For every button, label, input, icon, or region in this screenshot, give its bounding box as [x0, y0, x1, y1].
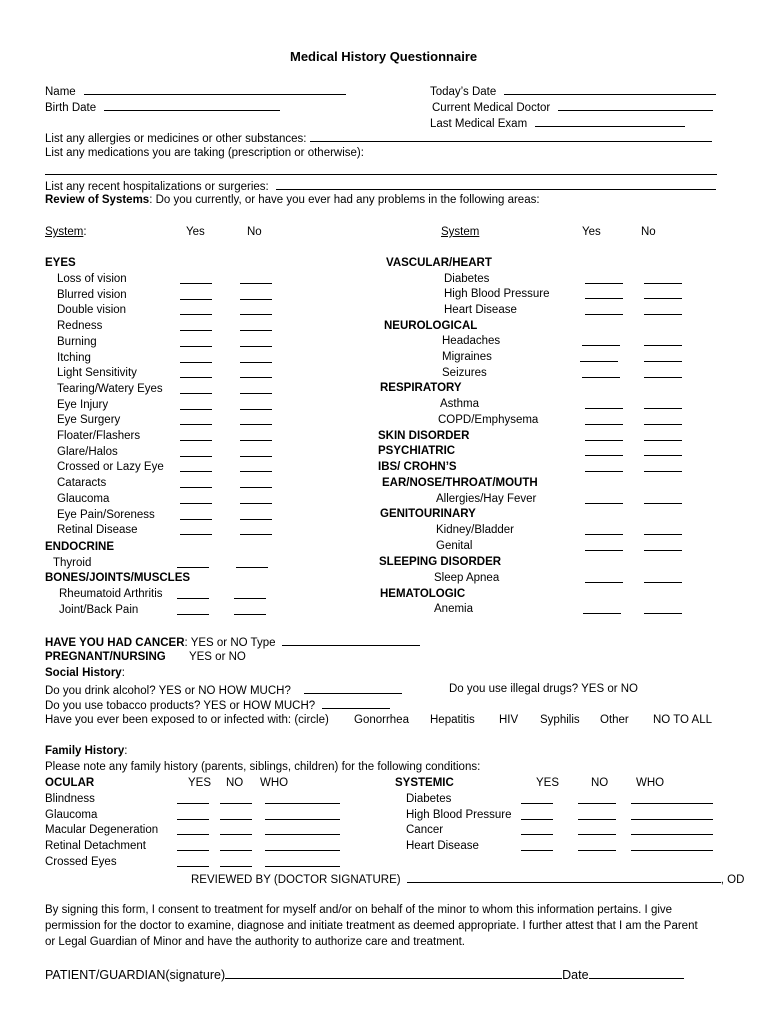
ocular-yes-blank[interactable] — [177, 850, 209, 851]
systemic-yes-blank[interactable] — [521, 803, 553, 804]
ocular-who-blank[interactable] — [265, 803, 340, 804]
no-blank[interactable] — [240, 534, 272, 535]
no-blank[interactable] — [240, 456, 272, 457]
systemic-yes-blank[interactable] — [521, 850, 553, 851]
todays-date-label: Today’s Date — [430, 86, 497, 98]
no-blank[interactable] — [644, 503, 682, 504]
name-label: Name — [45, 86, 76, 98]
item-sleep-items-0: Sleep Apnea — [434, 572, 500, 584]
yes-blank[interactable] — [177, 614, 209, 615]
review-of-systems-label: Review of Systems — [45, 194, 150, 206]
ocular-yes-col: YES — [188, 777, 212, 789]
no-blank[interactable] — [644, 408, 682, 409]
no-blank[interactable] — [240, 519, 272, 520]
yes-col-left: Yes — [186, 226, 205, 238]
item-gu-items-0: Kidney/Bladder — [436, 524, 514, 536]
exposure-question: Have you ever been exposed to or infected with: (circle) — [45, 714, 329, 726]
no-blank[interactable] — [240, 362, 272, 363]
cancer-options[interactable]: : YES or NO Type — [184, 637, 276, 649]
medications-input[interactable] — [45, 174, 717, 175]
item-neuro-items-2: Seizures — [442, 367, 487, 379]
ocular-yes-blank[interactable] — [177, 819, 209, 820]
item-vascular-items-2: Heart Disease — [444, 304, 517, 316]
od-label: , OD — [720, 874, 745, 886]
yes-blank[interactable] — [585, 503, 623, 504]
section-bones-joints-muscles: BONES/JOINTS/MUSCLES — [45, 572, 191, 584]
eye-item-burning: Burning — [57, 335, 97, 348]
yes-blank[interactable] — [180, 424, 212, 425]
no-col-right: No — [641, 226, 656, 238]
signature-row — [45, 967, 684, 982]
yes-blank[interactable] — [585, 408, 623, 409]
no-blank[interactable] — [644, 424, 682, 425]
systemic-item-high-blood-pressure: High Blood Pressure — [406, 808, 512, 821]
yes-blank[interactable] — [585, 314, 623, 315]
date-label: Date — [562, 968, 589, 982]
eye-item-double-vision: Double vision — [57, 304, 127, 317]
eye-item-floater-flashers: Floater/Flashers — [57, 430, 141, 442]
systemic-no-blank[interactable] — [578, 834, 616, 835]
item-resp-items-1: COPD/Emphysema — [438, 414, 539, 426]
no-blank[interactable] — [240, 487, 272, 488]
medical-doctor-input[interactable] — [558, 99, 713, 111]
ocular-no-col: NO — [226, 777, 244, 789]
eye-item-eye-injury: Eye Injury — [57, 398, 109, 411]
systemic-no-blank[interactable] — [578, 819, 616, 820]
eye-item-light-sensitivity: Light Sensitivity — [57, 367, 137, 380]
yes-col-right: Yes — [582, 226, 601, 238]
section-neuro: NEUROLOGICAL — [384, 320, 478, 332]
yes-blank[interactable] — [580, 361, 618, 362]
disease-hepatitis[interactable]: Hepatitis — [430, 714, 475, 726]
allergies-input[interactable] — [310, 130, 712, 142]
systemic-who-blank[interactable] — [631, 819, 713, 820]
no-blank[interactable] — [240, 503, 272, 504]
cancer-row — [45, 634, 420, 650]
consent-line-3: or Legal Guardian of Minor and have the authority to authorize care and treatment. — [45, 936, 466, 948]
systemic-who-col: WHO — [636, 777, 665, 789]
systemic-who-blank[interactable] — [631, 850, 713, 851]
yes-blank[interactable] — [180, 314, 212, 315]
yes-blank[interactable] — [585, 455, 623, 456]
eye-item-loss-of-vision: Loss of vision — [57, 273, 127, 285]
medical-doctor-label: Current Medical Doctor — [432, 102, 551, 114]
disease-none[interactable]: NO TO ALL — [653, 714, 713, 726]
eye-item-crossed-or-lazy-eye: Crossed or Lazy Eye — [57, 461, 164, 474]
yes-blank[interactable] — [180, 377, 212, 378]
yes-blank[interactable] — [180, 519, 212, 520]
no-blank[interactable] — [644, 345, 682, 346]
signature-date-input[interactable] — [589, 967, 684, 979]
birth-date-field — [45, 99, 280, 115]
yes-blank[interactable] — [585, 298, 623, 299]
no-blank[interactable] — [644, 361, 682, 362]
eye-item-eye-surgery: Eye Surgery — [57, 414, 121, 427]
systemic-heading: SYSTEMIC — [395, 777, 454, 789]
hospitalizations-label: List any recent hospitalizations or surgeries: — [45, 181, 269, 193]
yes-blank[interactable] — [180, 471, 212, 472]
no-blank[interactable] — [240, 471, 272, 472]
last-exam-input[interactable] — [535, 115, 685, 127]
eye-item-cataracts: Cataracts — [57, 477, 107, 490]
pregnant-row — [45, 650, 246, 664]
page-title: Medical History Questionnaire — [290, 49, 478, 64]
section-vascular: VASCULAR/HEART — [386, 257, 492, 269]
disease-hiv[interactable]: HIV — [499, 714, 519, 726]
hospitalizations-field — [45, 178, 716, 194]
systemic-no-col: NO — [591, 777, 609, 789]
allergies-label: List any allergies or medicines or other substances: — [45, 133, 307, 145]
name-field — [45, 83, 346, 99]
yes-blank[interactable] — [177, 598, 209, 599]
yes-blank[interactable] — [585, 440, 623, 441]
yes-blank[interactable] — [180, 330, 212, 331]
section-ent: EAR/NOSE/THROAT/MOUTH — [382, 477, 538, 489]
yes-blank[interactable] — [180, 534, 212, 535]
section-gu: GENITOURINARY — [380, 508, 476, 520]
section-psych: PSYCHIATRIC — [378, 445, 456, 457]
systemic-yes-col: YES — [536, 777, 560, 789]
bone-item-joint-back-pain: Joint/Back Pain — [59, 604, 139, 616]
drugs-question[interactable]: Do you use illegal drugs? YES or NO — [449, 683, 638, 695]
item-heme-items-0: Anemia — [434, 603, 473, 615]
item-ent-items-0: Allergies/Hay Fever — [436, 493, 537, 505]
ocular-no-blank[interactable] — [220, 866, 252, 867]
ocular-who-blank[interactable] — [265, 850, 340, 851]
system-col-right: System — [441, 226, 480, 238]
cancer-label: HAVE YOU HAD CANCER — [45, 637, 185, 649]
yes-blank[interactable] — [180, 440, 212, 441]
no-blank[interactable] — [644, 298, 682, 299]
pregnant-options[interactable]: YES or NO — [188, 651, 246, 663]
no-blank[interactable] — [644, 377, 682, 378]
yes-blank[interactable] — [585, 534, 623, 535]
reviewed-by-row — [191, 871, 744, 887]
systemic-who-blank[interactable] — [631, 834, 713, 835]
eye-item-itching: Itching — [57, 351, 91, 364]
no-blank[interactable] — [644, 440, 682, 441]
eye-item-retinal-disease: Retinal Disease — [57, 524, 138, 537]
ocular-who-blank[interactable] — [265, 819, 340, 820]
todays-date-input[interactable] — [504, 83, 716, 95]
no-blank[interactable] — [240, 440, 272, 441]
yes-blank[interactable] — [180, 283, 212, 284]
section-ibs: IBS/ CROHN’S — [378, 461, 457, 473]
systemic-no-blank[interactable] — [578, 803, 616, 804]
yes-blank[interactable] — [582, 345, 620, 346]
systemic-item-heart-disease: Heart Disease — [406, 840, 479, 853]
name-input[interactable] — [84, 83, 346, 95]
no-blank[interactable] — [644, 471, 682, 472]
systemic-yes-blank[interactable] — [521, 834, 553, 835]
ocular-item-macular-degeneration: Macular Degeneration — [45, 824, 159, 837]
yes-blank[interactable] — [180, 346, 212, 347]
disease-other[interactable]: Other — [600, 714, 629, 726]
ocular-no-blank[interactable] — [220, 834, 252, 835]
tobacco-question[interactable]: Do you use tobacco products? YES or HOW MUCH? — [45, 700, 316, 712]
no-blank[interactable] — [236, 567, 268, 568]
no-blank[interactable] — [240, 330, 272, 331]
yes-blank[interactable] — [585, 582, 623, 583]
disease-gonorrhea[interactable]: Gonorrhea — [354, 714, 409, 726]
todays-date-field — [430, 83, 716, 99]
systemic-item-diabetes: Diabetes — [406, 793, 452, 805]
yes-blank[interactable] — [582, 377, 620, 378]
medications-label: List any medications you are taking (prescription or otherwise): — [45, 147, 364, 159]
ocular-heading: OCULAR — [45, 777, 95, 789]
no-blank[interactable] — [240, 424, 272, 425]
patient-signature-input[interactable] — [225, 967, 562, 979]
section-resp: RESPIRATORY — [380, 382, 462, 394]
yes-blank[interactable] — [180, 487, 212, 488]
ocular-item-crossed-eyes: Crossed Eyes — [45, 855, 117, 868]
bone-item-rheumatoid-arthritis: Rheumatoid Arthritis — [59, 588, 163, 600]
no-blank[interactable] — [240, 299, 272, 300]
no-blank[interactable] — [240, 377, 272, 378]
no-blank[interactable] — [234, 614, 266, 615]
ocular-yes-blank[interactable] — [177, 866, 209, 867]
ocular-who-blank[interactable] — [265, 834, 340, 835]
systemic-yes-blank[interactable] — [521, 819, 553, 820]
yes-blank[interactable] — [180, 456, 212, 457]
ocular-yes-blank[interactable] — [177, 803, 209, 804]
eye-item-blurred-vision: Blurred vision — [57, 288, 127, 301]
yes-blank[interactable] — [180, 409, 212, 410]
eye-item-redness: Redness — [57, 320, 103, 333]
yes-blank[interactable] — [585, 283, 623, 284]
eye-item-tearing-watery-eyes: Tearing/Watery Eyes — [57, 382, 163, 395]
cancer-type-input[interactable] — [282, 634, 420, 646]
no-blank[interactable] — [240, 393, 272, 394]
review-of-systems-text: : Do you currently, or have you ever had any problems in the following areas: — [149, 194, 540, 206]
consent-line-2: permission for the doctor to examine, diagnose and initiate treatment as deemed appropriate. I further attest that I am the Parent — [45, 920, 698, 932]
allergies-field — [45, 130, 712, 146]
item-thyroid: Thyroid — [53, 557, 92, 569]
yes-blank[interactable] — [585, 471, 623, 472]
ocular-no-blank[interactable] — [220, 850, 252, 851]
ocular-who-col: WHO — [260, 777, 289, 789]
item-vascular-items-1: High Blood Pressure — [444, 288, 550, 300]
systemic-who-blank[interactable] — [631, 803, 713, 804]
no-blank[interactable] — [240, 346, 272, 347]
pregnant-label: PREGNANT/NURSING — [45, 651, 166, 663]
no-col-left: No — [247, 226, 262, 238]
family-history-heading: Family History: — [45, 745, 128, 757]
no-blank[interactable] — [644, 613, 682, 614]
yes-blank[interactable] — [585, 550, 623, 551]
yes-blank[interactable] — [583, 613, 621, 614]
section-endocrine: ENDOCRINE — [45, 541, 115, 553]
no-blank[interactable] — [644, 314, 682, 315]
ocular-item-blindness: Blindness — [45, 793, 95, 805]
eye-item-eye-pain-soreness: Eye Pain/Soreness — [57, 508, 155, 521]
family-history-note: Please note any family history (parents, siblings, children) for the following conditions: — [45, 761, 481, 773]
item-neuro-items-1: Migraines — [442, 351, 492, 363]
signature-label: PATIENT/GUARDIAN(signature) — [45, 968, 226, 982]
birth-date-label: Birth Date — [45, 102, 97, 114]
reviewed-by-label: REVIEWED BY (DOCTOR SIGNATURE) — [191, 874, 401, 886]
no-blank[interactable] — [644, 283, 682, 284]
birth-date-input[interactable] — [104, 99, 280, 111]
section-sleep: SLEEPING DISORDER — [379, 556, 502, 568]
alcohol-amount-input[interactable] — [304, 682, 402, 694]
doctor-signature-input[interactable] — [407, 871, 721, 883]
last-exam-field — [430, 115, 685, 131]
social-history-heading: Social History: — [45, 667, 125, 679]
section-skin: SKIN DISORDER — [378, 430, 470, 442]
no-blank[interactable] — [240, 314, 272, 315]
consent-line-1: By signing this form, I consent to treatment for myself and/or on behalf of the minor to whom this information pertains. I give — [45, 904, 673, 916]
alcohol-question[interactable]: Do you drink alcohol? YES or NO HOW MUCH? — [45, 685, 291, 697]
eye-item-glare-halos: Glare/Halos — [57, 445, 118, 458]
ocular-yes-blank[interactable] — [177, 834, 209, 835]
ocular-no-blank[interactable] — [220, 803, 252, 804]
yes-blank[interactable] — [180, 503, 212, 504]
item-resp-items-0: Asthma — [440, 398, 479, 410]
ocular-item-retinal-detachment: Retinal Detachment — [45, 840, 146, 853]
no-blank[interactable] — [234, 598, 266, 599]
disease-syphilis[interactable]: Syphilis — [540, 714, 580, 726]
tobacco-amount-input[interactable] — [322, 697, 390, 709]
no-blank[interactable] — [644, 534, 682, 535]
item-gu-items-1: Genital — [436, 540, 473, 552]
review-of-systems-intro — [45, 193, 540, 207]
tobacco-row — [45, 697, 390, 713]
no-blank[interactable] — [240, 283, 272, 284]
alcohol-row — [45, 682, 402, 698]
no-blank[interactable] — [240, 409, 272, 410]
system-col-left: System: — [45, 226, 87, 238]
section-eyes: EYES — [45, 257, 76, 269]
yes-blank[interactable] — [180, 393, 212, 394]
eye-item-glaucoma: Glaucoma — [57, 492, 110, 505]
medical-doctor-field — [432, 99, 713, 115]
no-blank[interactable] — [644, 582, 682, 583]
item-neuro-items-0: Headaches — [442, 335, 501, 347]
no-blank[interactable] — [644, 455, 682, 456]
yes-blank[interactable] — [585, 424, 623, 425]
yes-blank[interactable] — [180, 362, 212, 363]
yes-blank[interactable] — [177, 567, 209, 568]
systemic-no-blank[interactable] — [578, 850, 616, 851]
last-exam-label: Last Medical Exam — [430, 118, 528, 130]
ocular-who-blank[interactable] — [265, 866, 340, 867]
ocular-no-blank[interactable] — [220, 819, 252, 820]
yes-blank[interactable] — [180, 299, 212, 300]
hospitalizations-input[interactable] — [276, 178, 716, 190]
section-heme: HEMATOLOGIC — [380, 588, 466, 600]
systemic-item-cancer: Cancer — [406, 824, 444, 837]
item-vascular-items-0: Diabetes — [444, 273, 490, 285]
no-blank[interactable] — [644, 550, 682, 551]
ocular-item-glaucoma: Glaucoma — [45, 808, 98, 821]
